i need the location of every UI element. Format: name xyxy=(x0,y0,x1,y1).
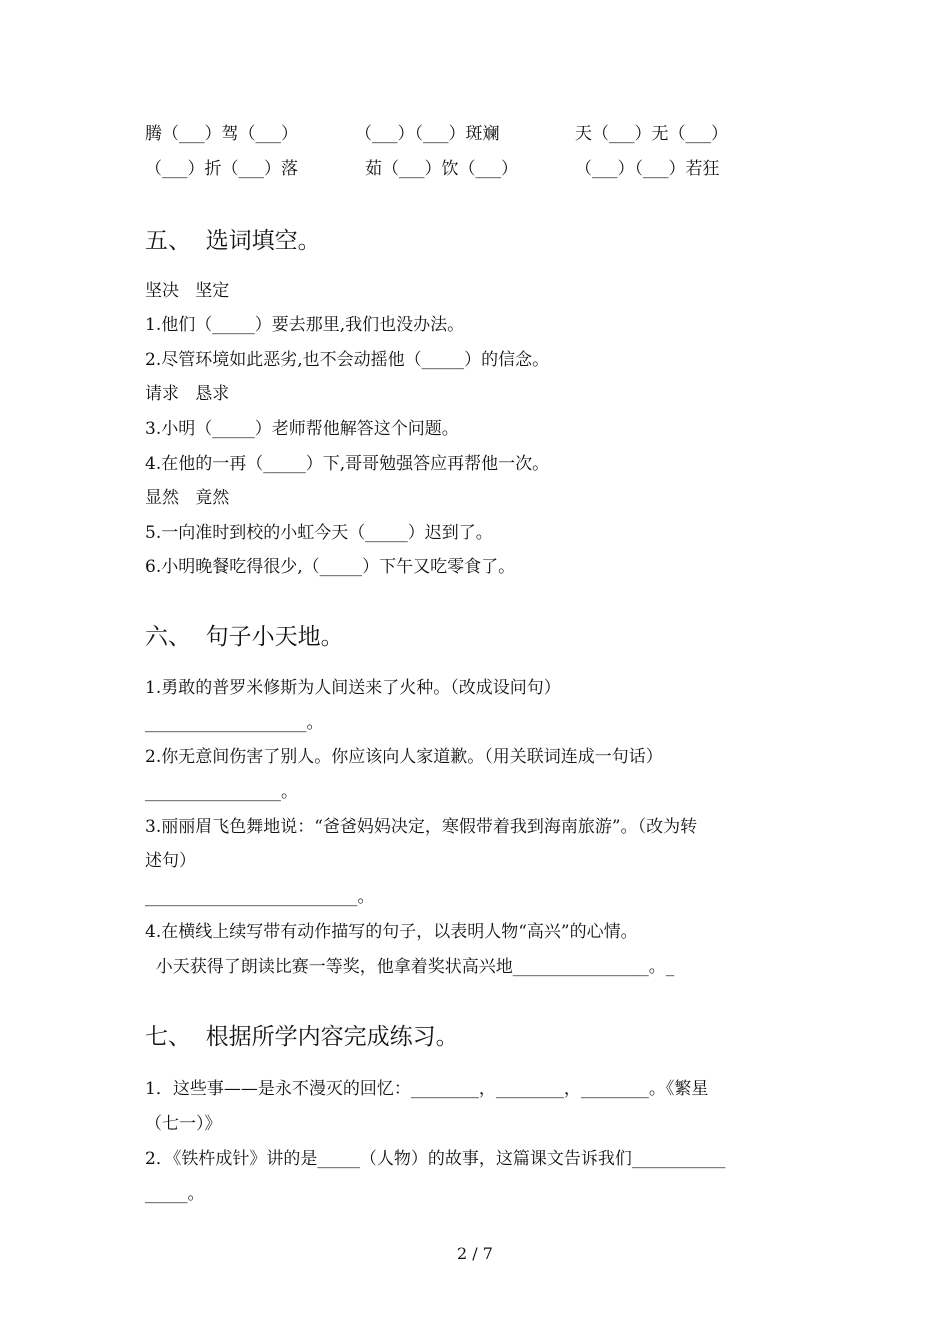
idiom-2-2: 茹（___）饮（___） xyxy=(365,159,518,179)
section5-question-3: 3.小明（_____）老师帮他解答这个问题。 xyxy=(145,419,459,439)
section5-title: 五、 选词填空。 xyxy=(145,228,321,254)
section7-question-1: 1．这些事——是永不漫灭的回忆：________，________，________。《繁星 xyxy=(145,1079,709,1099)
section7-question-2: 2．《铁杵成针》讲的是_____（人物）的故事，这篇课文告诉我们___________ xyxy=(145,1149,726,1169)
section6-question-3-continued: 述句） xyxy=(145,851,196,871)
section6-question-3: 3.丽丽眉飞色舞地说：“爸爸妈妈决定，寒假带着我到海南旅游”。（改为转 xyxy=(145,817,698,837)
section6-title: 六、 句子小天地。 xyxy=(145,624,344,650)
idiom-2-3: （___）（___）若狂 xyxy=(575,159,720,179)
section6-question-1: 1.勇敢的普罗米修斯为人间送来了火种。（改成设问句） xyxy=(145,678,561,698)
section5-question-2: 2.尽管环境如此恶劣,也不会动摇他（_____）的信念。 xyxy=(145,350,550,370)
section6-question-2: 2.你无意间伤害了别人。你应该向人家道歉。（用关联词连成一句话） xyxy=(145,747,663,767)
idiom-1-1: 腾（___）驾（___） xyxy=(145,124,298,144)
section7-question-2-continued: _____。 xyxy=(145,1184,205,1204)
section7-title: 七、 根据所学内容完成练习。 xyxy=(145,1024,459,1050)
idiom-2-1: （___）折（___）落 xyxy=(145,159,298,179)
page-number: 2 / 7 xyxy=(457,1244,493,1263)
section6-question-4-sentence: 小天获得了朗读比赛一等奖，他拿着奖状高兴地________________。_ xyxy=(145,957,675,977)
section6-question-4: 4.在横线上续写带有动作描写的句子，以表明人物“高兴”的心情。 xyxy=(145,922,638,942)
section5-word-group-3: 显然 竟然 xyxy=(145,488,230,508)
section5-question-6: 6.小明晚餐吃得很少,（_____）下午又吃零食了。 xyxy=(145,557,516,577)
section5-word-group-1: 坚决 坚定 xyxy=(145,281,230,301)
idiom-1-2: （___）（___）斑斓 xyxy=(355,124,500,144)
section6-answer-line-3: _________________________。 xyxy=(145,887,375,907)
section5-word-group-2: 请求 恳求 xyxy=(145,384,230,404)
section5-question-4: 4.在他的一再（_____）下,哥哥勉强答应再帮他一次。 xyxy=(145,454,550,474)
section6-answer-line-1: ___________________。 xyxy=(145,713,324,733)
section5-question-5: 5.一向准时到校的小虹今天（_____）迟到了。 xyxy=(145,523,493,543)
idiom-1-3: 天（___）无（___） xyxy=(575,124,728,144)
section5-question-1: 1.他们（_____）要去那里,我们也没办法。 xyxy=(145,315,465,335)
section6-answer-line-2: ________________。 xyxy=(145,782,298,802)
section7-question-1-continued: （七一）》 xyxy=(145,1114,222,1134)
